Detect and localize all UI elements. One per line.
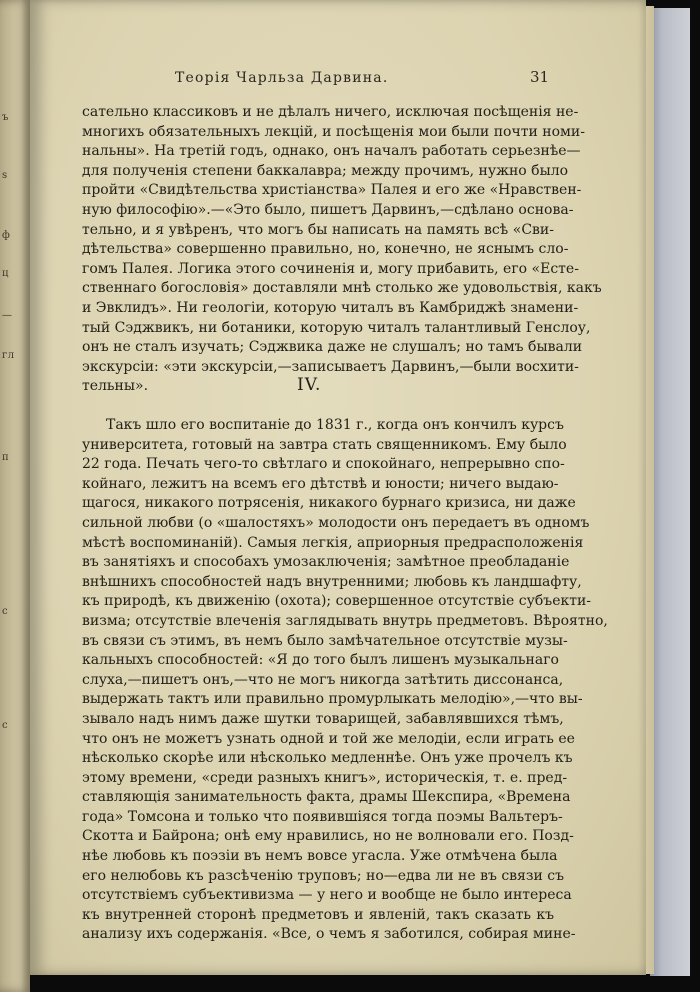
text-line: отсутствіемъ субъективизма — у него и вообще не было интереса xyxy=(82,887,572,904)
text-line: анализу ихъ содержанія. «Все, о чемъ я заботился, собирая мине- xyxy=(82,926,576,943)
text-line: Такъ шло его воспитаніе до 1831 г., когда онъ кончилъ курсъ xyxy=(106,417,564,433)
paragraph-1 xyxy=(82,103,602,397)
margin-fragment: п xyxy=(2,452,10,463)
text-line: койнаго, лежитъ на всемъ его дѣтствѣ и юности; ничего выдаю- xyxy=(82,475,559,492)
text-line: сательно классиковъ и не дѣлалъ ничего, исключая посѣщенія не- xyxy=(82,104,579,120)
text-line: къ природѣ, къ движенію (охота); совершенное отсутствіе субъекти- xyxy=(82,593,592,610)
margin-fragment: — xyxy=(2,310,13,321)
text-line: этому времени, «среди разныхъ книгъ», историческія, т. е. пред- xyxy=(82,769,568,786)
text-line: гомъ Палея. Логика этого сочиненія и, могу прибавить, его «Есте- xyxy=(82,260,579,277)
text-line: мѣстѣ воспоминаній). Самыя легкія, априорныя предрасположенія xyxy=(82,534,584,551)
text-line: что онъ не можетъ узнать одной и той же мелодіи, если играть ее xyxy=(82,730,575,747)
text-line: для полученія степени баккалавра; между прочимъ, нужно было xyxy=(82,162,569,179)
margin-fragment: s xyxy=(2,170,8,181)
text-line: въ связи съ этимъ, въ немъ было замѣчательное отсутствіе музы- xyxy=(82,632,568,649)
text-line: сильной любви (о «шалостяхъ» молодости онъ передаетъ въ одномъ xyxy=(82,514,590,531)
text-line: и Эвклидъ». Ни геологіи, которую читалъ въ Камбриджѣ знамени- xyxy=(82,299,579,316)
margin-fragment: с xyxy=(2,606,9,617)
section-number: IV. xyxy=(297,375,322,395)
paragraph-2 xyxy=(82,416,608,945)
margin-fragment: ф xyxy=(2,230,11,241)
text-line: университета, готовый на завтра стать священникомъ. Ему было xyxy=(82,436,567,453)
margin-fragment: с xyxy=(2,720,9,731)
margin-fragment: ц xyxy=(2,268,9,279)
text-line: онъ не сталъ изучать; Сэджвика даже не слушалъ; но тамъ бывали xyxy=(82,339,583,356)
text-line: кальныхъ способностей: «Я до того былъ лишенъ музыкальнаго xyxy=(82,652,559,669)
margin-fragment: гл xyxy=(2,350,15,361)
text-line: тельны». xyxy=(82,378,149,395)
page-number: 31 xyxy=(530,68,550,86)
text-line: нѣе любовь къ поэзіи въ немъ вовсе угасла. Уже отмѣчена была xyxy=(82,848,558,865)
text-line: выдержать тактъ или правильно промурлыкать мелодію»,—что вы- xyxy=(82,691,583,708)
text-line: зывало надъ нимъ даже шутки товарищей, забавлявшихся тѣмъ, xyxy=(82,710,564,727)
text-line: въ занятіяхъ и способахъ умозаключенія; замѣтное преобладаніе xyxy=(82,554,570,571)
text-line: тельно, и я увѣренъ, что могъ бы написать на память всѣ «Сви- xyxy=(82,221,554,238)
text-line: внѣшнихъ способностей надъ внутренними; любовь къ ландшафту, xyxy=(82,573,582,590)
text-line: визма; отсутствіе влеченія заглядывать внутрь предметовъ. Вѣроятно, xyxy=(82,612,608,629)
book-cover-board xyxy=(650,8,690,976)
text-line: ственнаго богословія» доставляли мнѣ столько же удовольствія, какъ xyxy=(82,280,602,297)
text-line: Скотта и Байрона; онѣ ему нравились, но не волновали его. Позд- xyxy=(82,828,574,845)
text-line: дѣтельства» совершенно правильно, но, конечно, не яснымъ сло- xyxy=(82,241,569,258)
text-line: нальны». На третій годъ, однако, онъ началъ работать серьезнѣе— xyxy=(82,143,581,160)
text-line: нѣсколько скорѣе или нѣсколько медленнѣе. Онъ уже прочелъ къ xyxy=(82,750,573,767)
text-line: пройти «Свидѣтельства христіанства» Палея и его же «Нравствен- xyxy=(82,182,582,199)
text-line: къ внутренней сторонѣ предметовъ и явленій, такъ сказать къ xyxy=(82,906,554,923)
margin-fragment: ъ xyxy=(2,112,9,123)
text-line: ставляющія занимательность факта, драмы Шекспира, «Времена xyxy=(82,789,571,806)
text-line: многихъ обязательныхъ лекцій, и посѣщенія мои были почти номи- xyxy=(82,123,585,140)
text-line: щагося, никакого потрясенія, никакого бурнаго кризиса, ни даже xyxy=(82,495,576,512)
facing-page-edge xyxy=(0,0,30,992)
running-title: Теорія Чарльза Дарвина. xyxy=(175,70,389,86)
text-line: его нелюбовь къ разсѣченію труповъ; но—едва ли не въ связи съ xyxy=(82,867,565,884)
text-line: ную философію».—«Это было, пишетъ Дарвинъ,—сдѣлано основа- xyxy=(82,201,574,218)
text-line: тый Сэджвикъ, ни ботаники, которую читалъ талантливый Генслоу, xyxy=(82,319,591,336)
text-line: экскурсіи: «эти экскурсіи,—записываетъ Дарвинъ,—были восхити- xyxy=(82,358,579,375)
text-line: 22 года. Печать чего-то свѣтлаго и спокойнаго, непрерывно спо- xyxy=(82,456,565,473)
text-line: года» Томсона и только что появившіяся тогда поэмы Вальтеръ- xyxy=(82,808,563,825)
text-line: слуха,—пишетъ онъ,—что не могъ никогда затѣтить диссонанса, xyxy=(82,671,564,688)
